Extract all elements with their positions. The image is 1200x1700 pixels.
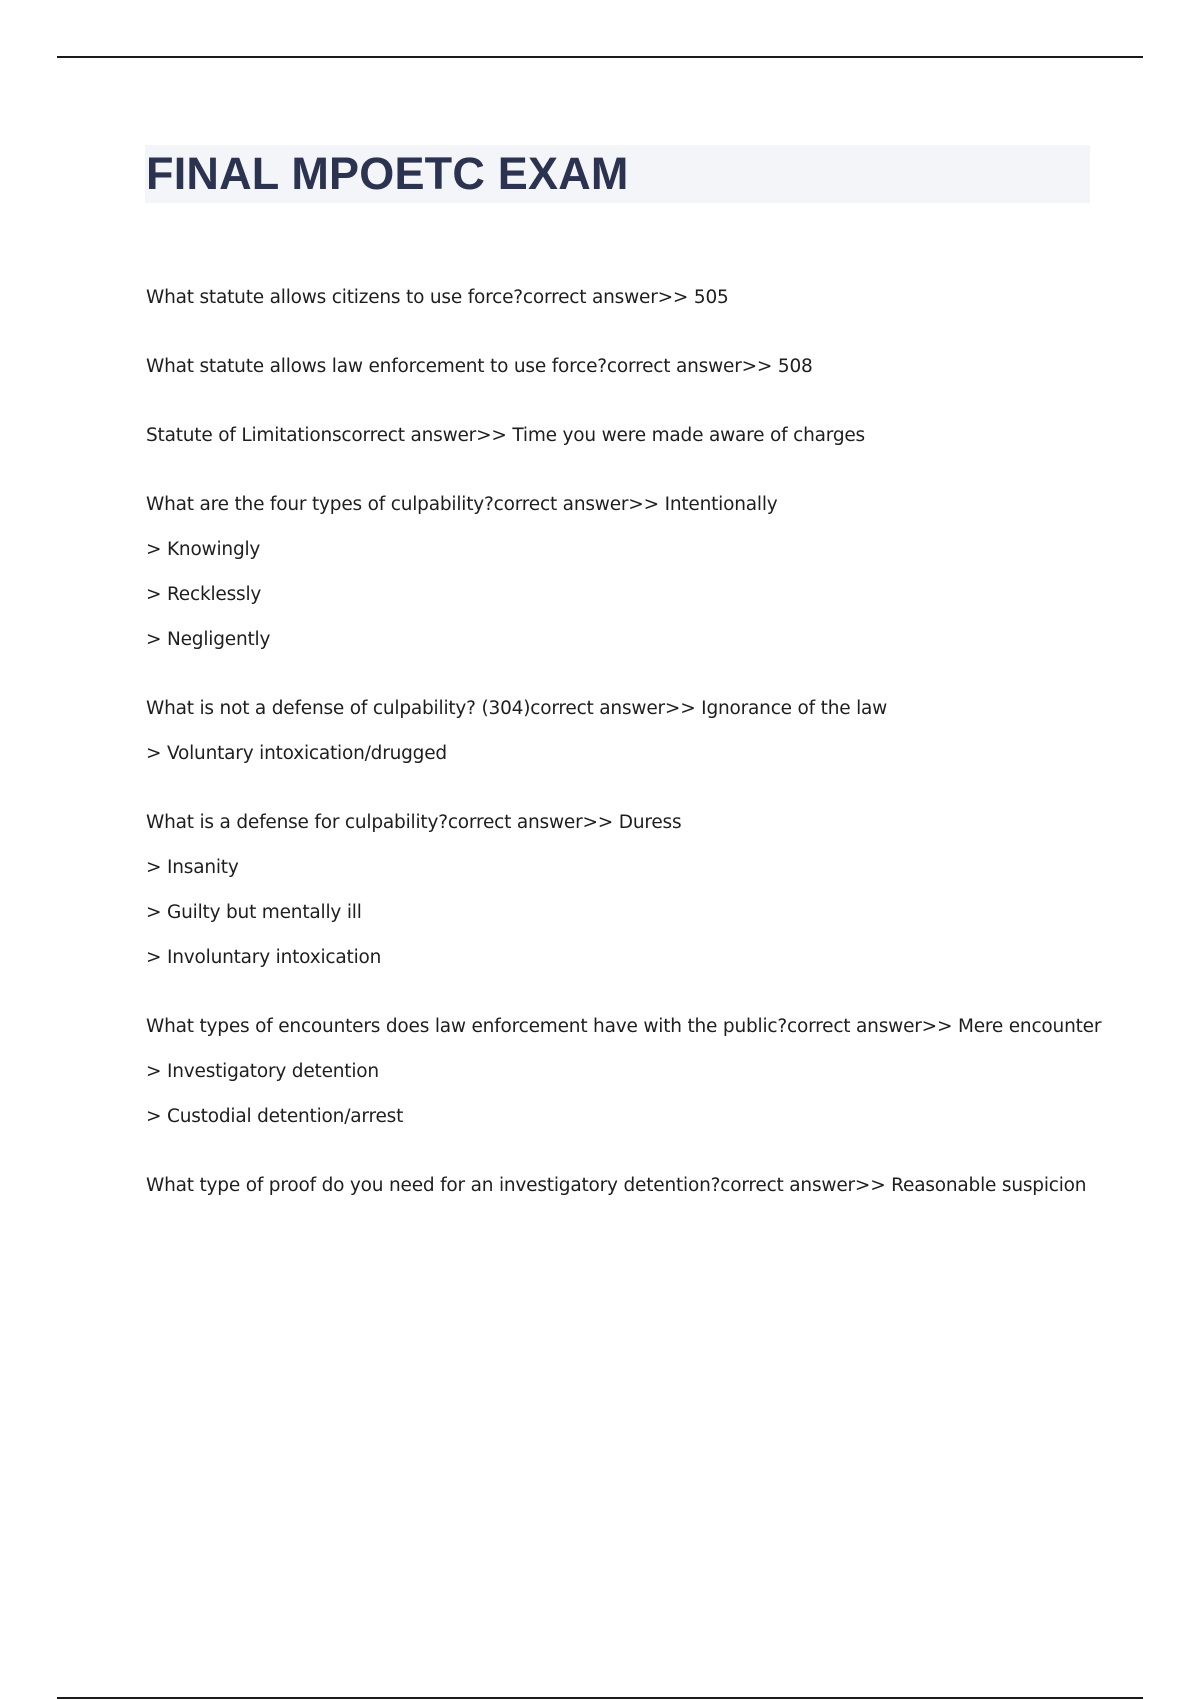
question-text: What statute allows citizens to use force?correct answer>> 505 bbox=[146, 287, 729, 308]
qa-list bbox=[146, 286, 1106, 1243]
qa-item bbox=[146, 493, 1106, 651]
answer-bullet: > Knowingly bbox=[146, 539, 261, 560]
answer-bullet: > Custodial detention/arrest bbox=[146, 1106, 404, 1127]
question-text: What are the four types of culpability?correct answer>> Intentionally bbox=[146, 494, 778, 515]
answer-bullet: > Involuntary intoxication bbox=[146, 947, 382, 968]
answer-bullet: > Insanity bbox=[146, 857, 239, 878]
question-text: What statute allows law enforcement to use force?correct answer>> 508 bbox=[146, 356, 813, 377]
qa-item bbox=[146, 355, 1106, 378]
qa-item bbox=[146, 424, 1106, 447]
answer-bullet: > Negligently bbox=[146, 629, 271, 650]
answer-bullet: > Recklessly bbox=[146, 584, 262, 605]
question-text: What types of encounters does law enforcement have with the public?correct answer>> Mere encounter bbox=[146, 1016, 1102, 1037]
qa-item bbox=[146, 811, 1106, 969]
qa-item bbox=[146, 697, 1106, 765]
question-text: Statute of Limitationscorrect answer>> Time you were made aware of charges bbox=[146, 425, 865, 446]
bottom-rule bbox=[57, 1697, 1143, 1699]
answer-bullet: > Guilty but mentally ill bbox=[146, 902, 362, 923]
qa-item bbox=[146, 1174, 1106, 1197]
qa-item bbox=[146, 1015, 1106, 1128]
answer-bullet: > Voluntary intoxication/drugged bbox=[146, 743, 447, 764]
answer-bullet: > Investigatory detention bbox=[146, 1061, 379, 1082]
document-title: FINAL MPOETC EXAM bbox=[146, 148, 629, 199]
question-text: What is a defense for culpability?correct answer>> Duress bbox=[146, 812, 682, 833]
question-text: What is not a defense of culpability? (304)correct answer>> Ignorance of the law bbox=[146, 698, 888, 719]
top-rule bbox=[57, 56, 1143, 58]
qa-item bbox=[146, 286, 1106, 309]
question-text: What type of proof do you need for an investigatory detention?correct answer>> Reasonable suspicion bbox=[146, 1175, 1087, 1196]
